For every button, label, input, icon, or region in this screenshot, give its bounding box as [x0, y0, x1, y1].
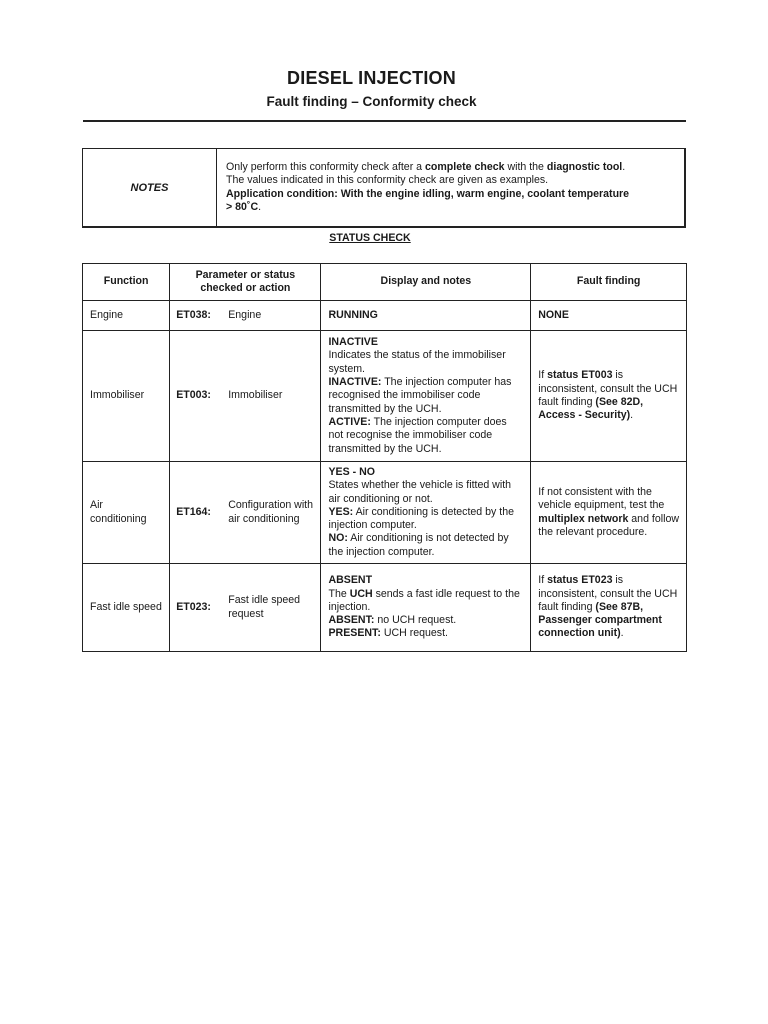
parameter-name: Fast idle speed request	[228, 594, 301, 620]
cell-display	[321, 301, 531, 331]
fault-text: If	[538, 369, 548, 382]
notes-text: with the	[504, 161, 547, 173]
notes-bold: diagnostic tool	[546, 161, 623, 173]
display-value: RUNNING	[328, 308, 378, 321]
parameter-code: ET164:	[176, 505, 211, 518]
state-text: no UCH request.	[374, 614, 457, 627]
cell-display	[321, 462, 531, 564]
notes-line-1	[226, 161, 676, 174]
notes-line-3	[226, 188, 676, 201]
table-row	[83, 564, 687, 652]
notes-text: .	[622, 161, 626, 173]
state-text: The injection computer does not recognise the immobiliser code transmitted by the UCH.	[328, 415, 507, 455]
state-label: ACTIVE:	[328, 415, 371, 428]
cell-parameter	[170, 331, 321, 462]
notes-bold: > 80˚C	[226, 200, 259, 213]
notes-bold: Application condition: With the engine idling, warm engine, coolant temperature	[226, 187, 630, 200]
state-label: INACTIVE:	[328, 376, 382, 389]
page-subtitle: Fault finding – Conformity check	[266, 94, 477, 109]
state-text: UCH request.	[380, 627, 448, 640]
cell-fault	[531, 564, 687, 652]
display-value: YES - NO	[328, 465, 375, 478]
header-divider	[83, 120, 686, 122]
parameter-code: ET023:	[176, 600, 211, 613]
notes-body	[217, 149, 684, 226]
display-description: States whether the vehicle is fitted with air conditioning or not.	[328, 479, 512, 505]
table-row	[83, 462, 687, 564]
header-function: Function	[83, 264, 170, 301]
page-title: DIESEL INJECTION	[287, 68, 456, 88]
table-row	[83, 331, 687, 462]
display-bold: UCH	[349, 587, 373, 600]
status-check-table	[82, 263, 687, 652]
section-title: STATUS CHECK	[329, 232, 411, 244]
state-label: ABSENT:	[328, 614, 375, 627]
fault-value: NONE	[538, 308, 569, 321]
cell-parameter	[170, 462, 321, 564]
cell-display	[321, 331, 531, 462]
fault-bold: (See 87B, Passenger compartment connection unit)	[538, 600, 662, 640]
cell-fault	[531, 331, 687, 462]
notes-bold: complete check	[425, 161, 505, 173]
notes-text: .	[258, 200, 262, 213]
header-parameter: Parameter or status checked or action	[170, 264, 321, 301]
display-description: Indicates the status of the immobiliser system.	[328, 349, 506, 375]
fault-text: .	[630, 409, 634, 422]
state-text: Air conditioning is detected by the injection computer.	[328, 505, 514, 532]
fault-bold: multiplex network	[538, 512, 629, 525]
table-header-row	[83, 264, 687, 301]
notes-text: Only perform this conformity check after a	[226, 161, 425, 173]
display-description: sends a fast idle request to the injection.	[328, 587, 520, 613]
cell-function: Engine	[83, 301, 170, 331]
fault-text: If	[538, 574, 548, 587]
parameter-code: ET038:	[176, 308, 211, 321]
cell-parameter	[170, 564, 321, 652]
fault-text: and follow the relevant procedure.	[538, 512, 679, 538]
parameter-code: ET003:	[176, 389, 211, 402]
notes-box	[82, 148, 686, 228]
cell-fault	[531, 301, 687, 331]
state-label: YES:	[328, 505, 354, 518]
cell-function: Fast idle speed	[83, 564, 170, 652]
notes-label: NOTES	[83, 149, 217, 226]
state-label: NO:	[328, 532, 348, 545]
cell-fault	[531, 462, 687, 564]
table-row	[83, 301, 687, 331]
parameter-name: Immobiliser	[228, 389, 283, 402]
header-fault: Fault finding	[531, 264, 687, 301]
parameter-name: Configuration with air conditioning	[228, 499, 314, 525]
state-text: Air conditioning is not detected by the injection computer.	[328, 532, 509, 558]
parameter-name: Engine	[228, 308, 262, 321]
cell-function: Immobiliser	[83, 331, 170, 462]
display-value: ABSENT	[328, 574, 373, 587]
fault-text: is inconsistent, consult the UCH fault finding	[538, 369, 678, 408]
header-display: Display and notes	[321, 264, 531, 301]
fault-text: .	[620, 627, 624, 640]
fault-bold: status ET023	[547, 574, 613, 587]
fault-bold: status ET003	[547, 369, 613, 382]
notes-line-4	[226, 201, 676, 214]
cell-function: Air conditioning	[83, 462, 170, 564]
fault-bold: (See 82D, Access - Security)	[538, 396, 644, 422]
notes-line-2: The values indicated in this conformity check are given as examples.	[226, 174, 549, 187]
cell-parameter	[170, 301, 321, 331]
fault-text: is inconsistent, consult the UCH fault finding	[538, 574, 678, 613]
display-description: The	[328, 587, 350, 600]
state-text: The injection computer has recognised the immobiliser code transmitted by the UCH.	[328, 376, 512, 415]
cell-display	[321, 564, 531, 652]
fault-text: If not consistent with the vehicle equipment, test the	[538, 485, 665, 512]
state-label: PRESENT:	[328, 627, 381, 640]
display-value: INACTIVE	[328, 336, 378, 349]
